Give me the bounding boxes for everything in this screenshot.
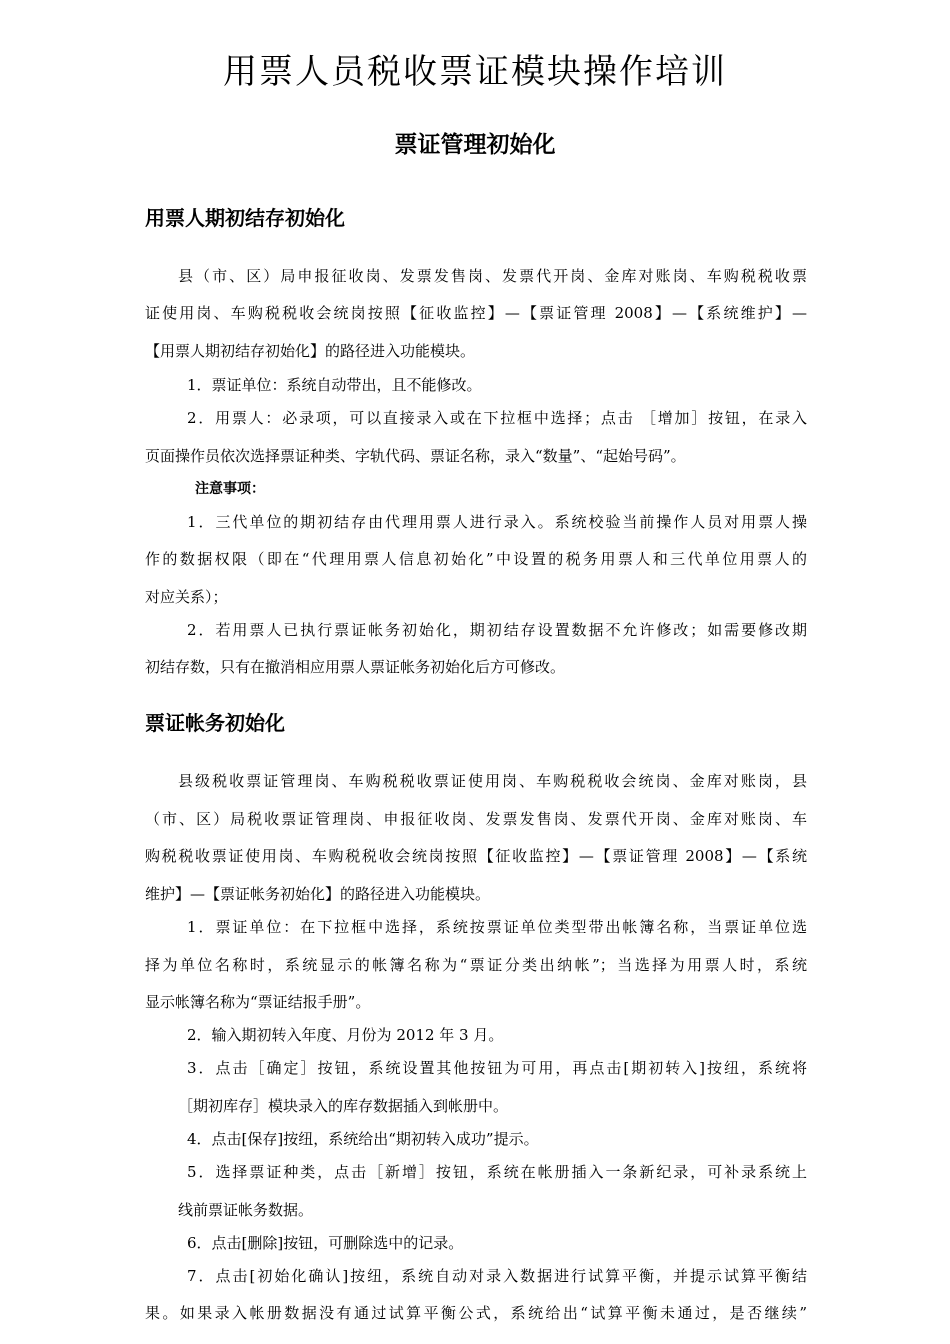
document-title: 用票人员税收票证模块操作培训 <box>223 52 727 92</box>
paragraph-line: 证使用岗、车购税税收会统岗按照【征收监控】—【票证管理 2008】—【系统维护】— <box>145 304 807 322</box>
note-line: 1．三代单位的期初结存由代理用票人进行录入。系统校验当前操作人员对用票人操 <box>187 513 807 531</box>
note-line: 2．若用票人已执行票证帐务初始化，期初结存设置数据不允许修改；如需要修改期 <box>187 621 807 639</box>
list-item-line: 页面操作员依次选择票证种类、字轨代码、票证名称，录入“数量”、“起始号码”。 <box>145 447 686 465</box>
step-line: 线前票证帐务数据。 <box>178 1201 314 1219</box>
note-line: 对应关系）； <box>145 588 228 606</box>
note-line: 初结存数，只有在撤消相应用票人票证帐务初始化后方可修改。 <box>145 658 566 676</box>
step-line: 7．点击[初始化确认]按纽，系统自动对录入数据进行试算平衡，并提示试算平衡结 <box>187 1267 807 1285</box>
step-line: 6．点击[删除]按钮，可删除选中的记录。 <box>187 1234 464 1252</box>
step-line: ［期初库存］模块录入的库存数据插入到帐册中。 <box>178 1097 509 1115</box>
step-line: 果。如果录入帐册数据没有通过试算平衡公式，系统给出“试算平衡未通过，是否继续” <box>145 1304 807 1322</box>
list-item-line: 1．票证单位：系统自动带出，且不能修改。 <box>187 376 482 394</box>
section-heading-ledger-init: 票证帐务初始化 <box>145 711 285 735</box>
step-line: 5．选择票证种类，点击［新增］按钮，系统在帐册插入一条新纪录，可补录系统上 <box>187 1163 807 1181</box>
step-line: 1．票证单位：在下拉框中选择，系统按票证单位类型带出帐簿名称，当票证单位选 <box>187 918 807 936</box>
paragraph-line: 维护】—【票证帐务初始化】的路径进入功能模块。 <box>145 885 491 903</box>
step-line: 4．点击[保存]按纽，系统给出“期初转入成功”提示。 <box>187 1130 539 1148</box>
step-line: 3．点击［确定］按钮，系统设置其他按钮为可用，再点击[期初转入]按纽，系统将 <box>187 1059 807 1077</box>
document-subtitle: 票证管理初始化 <box>394 132 556 158</box>
section-heading-opening-balance: 用票人期初结存初始化 <box>145 206 345 230</box>
step-line: 择为单位名称时，系统显示的帐簿名称为“票证分类出纳帐”；当选择为用票人时，系统 <box>145 956 807 974</box>
step-line: 2．输入期初转入年度、月份为 2012 年 3 月。 <box>187 1026 504 1044</box>
paragraph-line: 县（市、区）局申报征收岗、发票发售岗、发票代开岗、金库对账岗、车购税税收票 <box>178 267 807 285</box>
list-item-line: 2．用票人：必录项，可以直接录入或在下拉框中选择；点击 ［增加］按钮，在录入 <box>187 409 807 427</box>
paragraph-line: 购税税收票证使用岗、车购税税收会统岗按照【征收监控】—【票证管理 2008】—【系统 <box>145 847 807 865</box>
note-line: 作的数据权限（即在“代理用票人信息初始化”中设置的税务用票人和三代单位用票人的 <box>145 550 807 568</box>
paragraph-line: 【用票人期初结存初始化】的路径进入功能模块。 <box>145 342 476 360</box>
note-label: 注意事项： <box>195 481 265 497</box>
step-line: 显示帐簿名称为“票证结报手册”。 <box>145 993 371 1011</box>
paragraph-line: （市、区）局税收票证管理岗、申报征收岗、发票发售岗、发票代开岗、金库对账岗、车 <box>145 810 807 828</box>
paragraph-line: 县级税收票证管理岗、车购税税收票证使用岗、车购税税收会统岗、金库对账岗，县 <box>178 772 807 790</box>
